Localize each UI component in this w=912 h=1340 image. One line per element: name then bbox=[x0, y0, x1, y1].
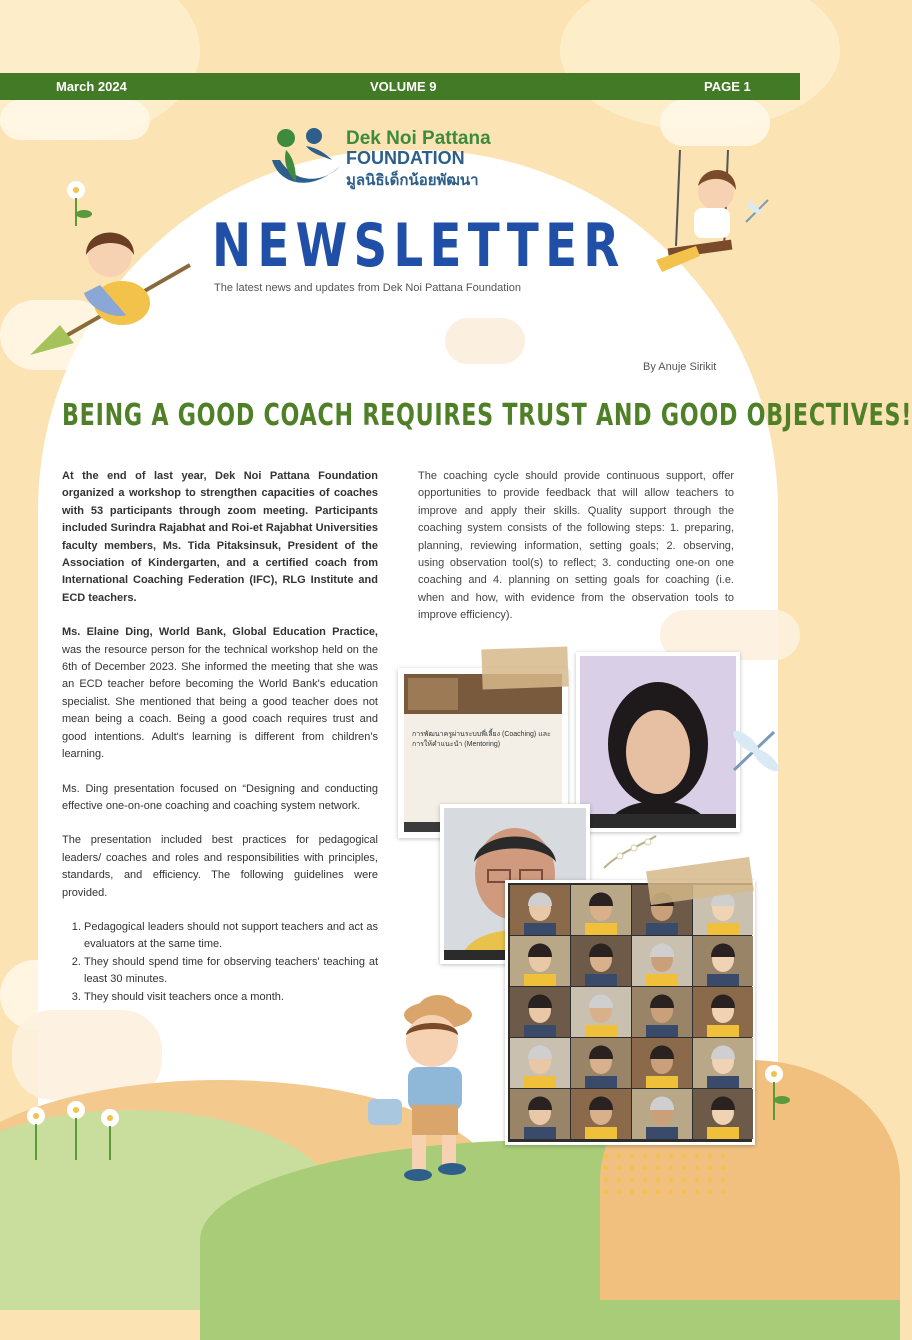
paragraph: At the end of last year, Dek Noi Pattana Foundation organized a workshop to strengthen capacities of coaches with 53 participants through zoom meeting. Participants included Surindra Rajabhat and Roi-et Rajabhat Universities faculty members, Ms. Tida Pitaksinsuk, President of the Association of Kindergarten, and a certified coach from International Coaching Federation (IFC), RLG Institute and ECD teachers. bbox=[62, 470, 378, 604]
zoom-participant-tile bbox=[571, 987, 631, 1037]
page-number: PAGE 1 bbox=[704, 79, 751, 94]
article-headline: BEING A GOOD COACH REQUIRES TRUST AND GOOD OBJECTIVES! bbox=[62, 398, 912, 433]
decor-dot bbox=[669, 1166, 673, 1170]
guidelines-list bbox=[62, 919, 378, 1006]
tape-decoration bbox=[481, 647, 568, 690]
decor-dot bbox=[669, 1190, 673, 1194]
list-item: 2. They should spend time for observing teachers' teaching at least 30 minutes. bbox=[84, 954, 378, 989]
decor-dot bbox=[721, 1190, 725, 1194]
decor-dot bbox=[604, 1154, 608, 1158]
decor-dot bbox=[708, 1154, 712, 1158]
gallery-photo-image bbox=[505, 880, 755, 1145]
issue-date: March 2024 bbox=[56, 79, 127, 94]
decor-dot bbox=[669, 1154, 673, 1158]
zoom-participant-tile bbox=[693, 1089, 753, 1139]
decor-dot bbox=[721, 1154, 725, 1158]
slide-title-text: การพัฒนาครูผ่านระบบพี่เลี้ยง (Coaching) และการให้คำแนะนำ (Mentoring) bbox=[412, 731, 551, 748]
decor-dot bbox=[643, 1190, 647, 1194]
decor-dot bbox=[604, 1166, 608, 1170]
speaker-name: Ms. Elaine Ding, World Bank, Global Education Practice, bbox=[62, 626, 378, 639]
logo-thai-name: มูลนิธิเด็กน้อยพัฒนา bbox=[346, 172, 479, 189]
decor-dot bbox=[630, 1166, 634, 1170]
dot-pattern bbox=[600, 1150, 740, 1200]
decor-dot bbox=[656, 1190, 660, 1194]
zoom-participant-tile bbox=[693, 987, 753, 1037]
foundation-logo bbox=[266, 126, 566, 196]
logo-name: Dek Noi Pattana bbox=[346, 128, 491, 149]
decor-dot bbox=[682, 1178, 686, 1182]
zoom-participant-tile bbox=[571, 936, 631, 986]
boy-with-watering-can-illustration bbox=[368, 995, 498, 1185]
right-column bbox=[418, 468, 734, 642]
left-column bbox=[62, 468, 378, 1006]
zoom-participant-tile bbox=[571, 885, 631, 935]
tagline: The latest news and updates from Dek Noi Pattana Foundation bbox=[214, 282, 521, 294]
dragonfly-icon bbox=[724, 720, 784, 780]
decor-dot bbox=[695, 1166, 699, 1170]
decor-dot bbox=[617, 1166, 621, 1170]
bg-cloud bbox=[660, 100, 770, 146]
decor-dot bbox=[643, 1178, 647, 1182]
decor-dot bbox=[604, 1190, 608, 1194]
decor-dot bbox=[656, 1178, 660, 1182]
decor-dot bbox=[630, 1154, 634, 1158]
decor-dot bbox=[617, 1178, 621, 1182]
kid-on-swing-illustration bbox=[636, 150, 746, 300]
decor-dot bbox=[630, 1178, 634, 1182]
decor-dot bbox=[630, 1190, 634, 1194]
byline: By Anuje Sirikit bbox=[643, 361, 717, 373]
decor-dot bbox=[682, 1154, 686, 1158]
decor-dot bbox=[708, 1190, 712, 1194]
paragraph bbox=[62, 624, 378, 763]
paragraph: The coaching cycle should provide continuous support, offer opportunities to provide feedback that will allow teachers to improve and apply their skills. Quality support through the coaching system consists of the following steps: 1. preparing, planning, reviewing information, setting goals; 2. observing, using observation tool(s) to reflect; 3. conducting one-on one coaching and 4. planning on setting goals for coaching (i.e. when and how, with evidence from the observation tools to improve efficiency). bbox=[418, 470, 734, 622]
dragonfly-icon bbox=[742, 196, 772, 226]
decor-dot bbox=[695, 1154, 699, 1158]
flower-icon bbox=[56, 176, 96, 226]
paragraph-text: was the resource person for the technical workshop held on the 6th of December 2023. She informed the meeting that she was an ECD teacher before becoming the World Bank's education specialist. She mentioned that being a good teacher does not mean being a coach. Being a good coach requires trust and good intentions. Adult's learning is different from children's learning. bbox=[62, 643, 378, 761]
decor-dot bbox=[617, 1154, 621, 1158]
decor-dot bbox=[617, 1190, 621, 1194]
photo-zoom-gallery bbox=[505, 880, 755, 1145]
speaker-photo-image bbox=[576, 652, 740, 832]
zoom-participant-tile bbox=[632, 936, 692, 986]
bg-cloud bbox=[445, 318, 525, 364]
decor-dot bbox=[682, 1166, 686, 1170]
flower-sprig-icon bbox=[600, 832, 660, 872]
decor-dot bbox=[656, 1154, 660, 1158]
decor-dot bbox=[643, 1166, 647, 1170]
decor-dot bbox=[656, 1166, 660, 1170]
flower-icon bbox=[756, 1060, 796, 1120]
decor-dot bbox=[721, 1178, 725, 1182]
zoom-participant-tile bbox=[510, 1038, 570, 1088]
decor-dot bbox=[708, 1178, 712, 1182]
bg-cloud bbox=[0, 100, 150, 140]
zoom-participant-tile bbox=[571, 1038, 631, 1088]
decor-dot bbox=[695, 1190, 699, 1194]
decor-dot bbox=[682, 1190, 686, 1194]
zoom-participant-tile bbox=[693, 1038, 753, 1088]
paragraph: The presentation included best practices for pedagogical leaders/ coaches and roles and responsibilities with principles, standards, and efficiency. The following guidelines were provided. bbox=[62, 834, 378, 899]
paragraph: Ms. Ding presentation focused on “Designing and conducting effective one-on-one coaching and coaching system network. bbox=[62, 782, 378, 812]
list-item: 1. Pedagogical leaders should not support teachers and act as evaluators at the same time. bbox=[84, 919, 378, 954]
zoom-participant-tile bbox=[510, 987, 570, 1037]
masthead-title: NEWSLETTER bbox=[212, 211, 626, 281]
zoom-participant-tile bbox=[693, 936, 753, 986]
girl-on-broom-illustration bbox=[30, 215, 200, 355]
zoom-participant-tile bbox=[632, 987, 692, 1037]
logo-mark-icon bbox=[266, 126, 344, 192]
zoom-participant-tile bbox=[510, 885, 570, 935]
zoom-participant-tile bbox=[632, 1038, 692, 1088]
zoom-participant-tile bbox=[510, 1089, 570, 1139]
issue-volume: VOLUME 9 bbox=[370, 79, 437, 94]
zoom-participant-tile bbox=[510, 936, 570, 986]
photo-zoom-speaker bbox=[576, 652, 740, 832]
decor-dot bbox=[604, 1178, 608, 1182]
decor-dot bbox=[669, 1178, 673, 1182]
header-bar bbox=[0, 73, 800, 100]
flower-icon bbox=[18, 1100, 128, 1160]
logo-foundation: FOUNDATION bbox=[346, 148, 465, 168]
zoom-participant-tile bbox=[632, 1089, 692, 1139]
decor-dot bbox=[708, 1166, 712, 1170]
decor-dot bbox=[695, 1178, 699, 1182]
decor-dot bbox=[643, 1154, 647, 1158]
decor-dot bbox=[721, 1166, 725, 1170]
zoom-participant-tile bbox=[571, 1089, 631, 1139]
list-item: 3. They should visit teachers once a month. bbox=[84, 989, 378, 1006]
